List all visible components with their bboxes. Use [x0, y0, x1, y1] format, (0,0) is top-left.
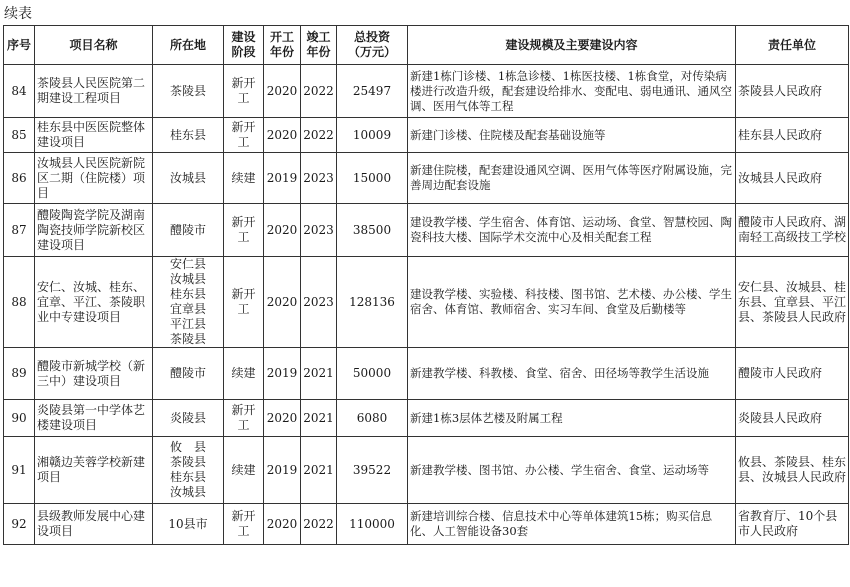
cell-location: 汝城县	[153, 153, 224, 204]
cell-stage: 续建	[224, 437, 264, 504]
cell-start-year: 2020	[264, 257, 301, 348]
cell-seq: 87	[4, 204, 35, 257]
cell-seq: 91	[4, 437, 35, 504]
cell-seq: 89	[4, 348, 35, 400]
cell-start-year: 2020	[264, 504, 301, 545]
table-row	[4, 118, 849, 153]
cell-content: 新建1栋门诊楼、1栋急诊楼、1栋医技楼、1栋食堂，对传染病楼进行改造升级，配套建设给排水、变配电、弱电通讯、通风空调、医用气体等工程	[408, 65, 736, 118]
cell-project-name: 炎陵县第一中学体艺楼建设项目	[35, 400, 153, 437]
cell-project-name: 醴陵市新城学校（新三中）建设项目	[35, 348, 153, 400]
table-caption: 续表	[4, 6, 32, 22]
table-row	[4, 400, 849, 437]
cell-location: 醴陵市	[153, 348, 224, 400]
cell-project-name: 醴陵陶瓷学院及湖南陶瓷技师学院新校区建设项目	[35, 204, 153, 257]
table-row	[4, 348, 849, 400]
cell-responsible-unit: 汝城县人民政府	[736, 153, 849, 204]
cell-investment: 15000	[337, 153, 408, 204]
project-table	[3, 25, 849, 545]
cell-location: 茶陵县	[153, 65, 224, 118]
cell-responsible-unit: 茶陵县人民政府	[736, 65, 849, 118]
header-row	[4, 26, 849, 65]
cell-investment: 110000	[337, 504, 408, 545]
table-row	[4, 204, 849, 257]
cell-stage: 续建	[224, 348, 264, 400]
cell-investment: 50000	[337, 348, 408, 400]
cell-stage: 新开工	[224, 204, 264, 257]
cell-content: 新建教学楼、图书馆、办公楼、学生宿舍、食堂、运动场等	[408, 437, 736, 504]
cell-stage: 新开工	[224, 257, 264, 348]
cell-location: 安仁县 汝城县 桂东县 宜章县 平江县 茶陵县	[153, 257, 224, 348]
cell-responsible-unit: 炎陵县人民政府	[736, 400, 849, 437]
cell-start-year: 2019	[264, 153, 301, 204]
cell-end-year: 2021	[301, 437, 337, 504]
cell-stage: 新开工	[224, 65, 264, 118]
cell-seq: 84	[4, 65, 35, 118]
cell-end-year: 2022	[301, 65, 337, 118]
cell-responsible-unit: 醴陵市人民政府	[736, 348, 849, 400]
cell-seq: 88	[4, 257, 35, 348]
cell-content: 建设教学楼、学生宿舍、体育馆、运动场、食堂、智慧校园、陶瓷科技大楼、国际学术交流中心及相关配套工程	[408, 204, 736, 257]
cell-location: 炎陵县	[153, 400, 224, 437]
cell-end-year: 2022	[301, 118, 337, 153]
cell-location: 醴陵市	[153, 204, 224, 257]
cell-project-name: 汝城县人民医院新院区二期（住院楼）项目	[35, 153, 153, 204]
cell-stage: 新开工	[224, 504, 264, 545]
header-name: 项目名称	[35, 26, 153, 65]
cell-stage: 新开工	[224, 400, 264, 437]
cell-content: 新建住院楼，配套建设通风空调、医用气体等医疗附属设施，完善周边配套设施	[408, 153, 736, 204]
cell-project-name: 茶陵县人民医院第二期建设工程项目	[35, 65, 153, 118]
cell-investment: 6080	[337, 400, 408, 437]
cell-seq: 92	[4, 504, 35, 545]
cell-stage: 新开工	[224, 118, 264, 153]
cell-content: 新建培训综合楼、信息技术中心等单体建筑15栋；购买信息化、人工智能设备30套	[408, 504, 736, 545]
cell-end-year: 2023	[301, 257, 337, 348]
header-seq: 序号	[4, 26, 35, 65]
cell-start-year: 2019	[264, 348, 301, 400]
cell-investment: 39522	[337, 437, 408, 504]
cell-end-year: 2021	[301, 400, 337, 437]
cell-start-year: 2020	[264, 204, 301, 257]
cell-investment: 25497	[337, 65, 408, 118]
header-investment: 总投资 （万元）	[337, 26, 408, 65]
table-row	[4, 437, 849, 504]
cell-project-name: 桂东县中医医院整体建设项目	[35, 118, 153, 153]
cell-content: 新建1栋3层体艺楼及附属工程	[408, 400, 736, 437]
header-unit: 责任单位	[736, 26, 849, 65]
cell-seq: 85	[4, 118, 35, 153]
cell-seq: 90	[4, 400, 35, 437]
cell-seq: 86	[4, 153, 35, 204]
cell-investment: 128136	[337, 257, 408, 348]
cell-end-year: 2023	[301, 204, 337, 257]
cell-responsible-unit: 安仁县、汝城县、桂东县、宜章县、平江县、茶陵县人民政府	[736, 257, 849, 348]
cell-end-year: 2023	[301, 153, 337, 204]
cell-investment: 10009	[337, 118, 408, 153]
cell-project-name: 湘赣边芙蓉学校新建项目	[35, 437, 153, 504]
cell-investment: 38500	[337, 204, 408, 257]
header-end: 竣工 年份	[301, 26, 337, 65]
cell-stage: 续建	[224, 153, 264, 204]
cell-responsible-unit: 桂东县人民政府	[736, 118, 849, 153]
cell-end-year: 2021	[301, 348, 337, 400]
cell-location: 10县市	[153, 504, 224, 545]
cell-start-year: 2020	[264, 65, 301, 118]
cell-project-name: 安仁、汝城、桂东、宜章、平江、茶陵职业中专建设项目	[35, 257, 153, 348]
cell-start-year: 2019	[264, 437, 301, 504]
cell-location: 攸 县 茶陵县 桂东县 汝城县	[153, 437, 224, 504]
cell-start-year: 2020	[264, 118, 301, 153]
table-row	[4, 153, 849, 204]
header-content: 建设规模及主要建设内容	[408, 26, 736, 65]
cell-responsible-unit: 醴陵市人民政府、湖南轻工高级技工学校	[736, 204, 849, 257]
cell-start-year: 2020	[264, 400, 301, 437]
cell-responsible-unit: 省教育厅、10个县市人民政府	[736, 504, 849, 545]
cell-content: 新建教学楼、科教楼、食堂、宿舍、田径场等教学生活设施	[408, 348, 736, 400]
header-start: 开工 年份	[264, 26, 301, 65]
table-row	[4, 257, 849, 348]
cell-responsible-unit: 攸县、茶陵县、桂东县、汝城县人民政府	[736, 437, 849, 504]
header-stage: 建设 阶段	[224, 26, 264, 65]
table-row	[4, 65, 849, 118]
table-row	[4, 504, 849, 545]
cell-location: 桂东县	[153, 118, 224, 153]
cell-project-name: 县级教师发展中心建设项目	[35, 504, 153, 545]
cell-content: 新建门诊楼、住院楼及配套基础设施等	[408, 118, 736, 153]
cell-end-year: 2022	[301, 504, 337, 545]
header-location: 所在地	[153, 26, 224, 65]
cell-content: 建设教学楼、实验楼、科技楼、图书馆、艺术楼、办公楼、学生宿舍、体育馆、教师宿舍、实习车间、食堂及后勤楼等	[408, 257, 736, 348]
